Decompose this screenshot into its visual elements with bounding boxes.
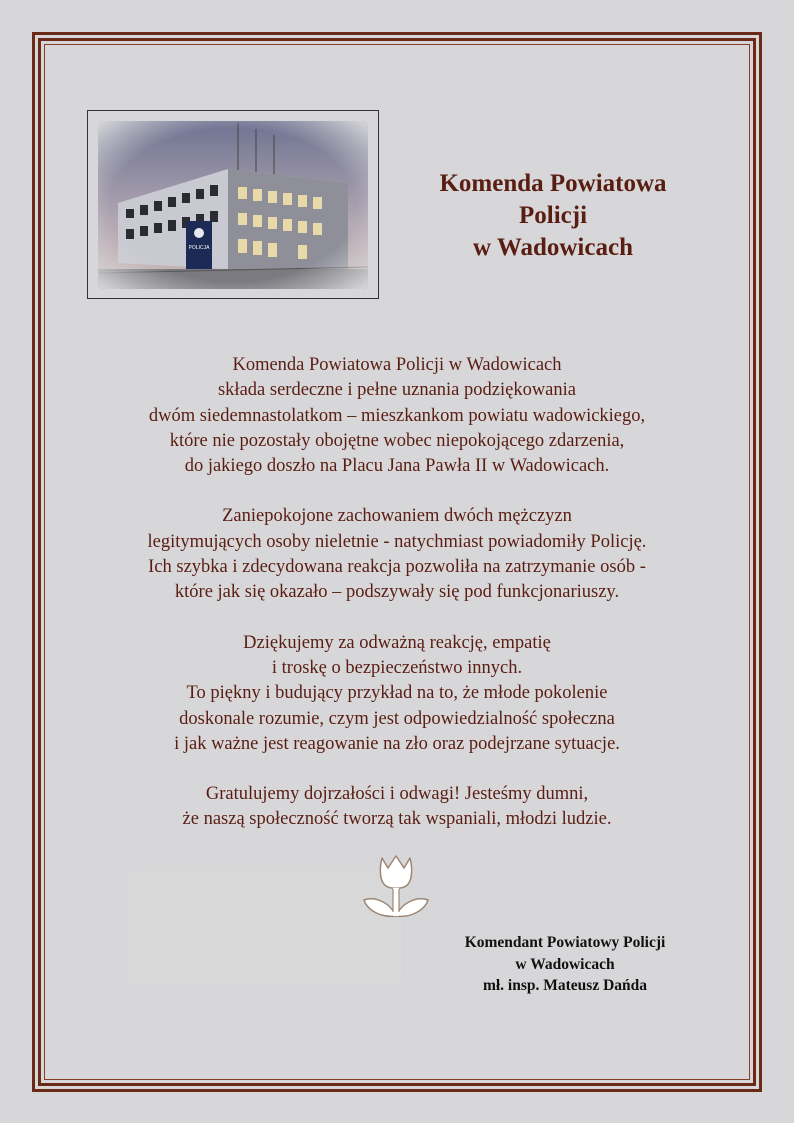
page-title — [400, 168, 706, 264]
tulip-icon — [360, 852, 432, 924]
text-line: które jak się okazało – podszywały się pod funkcjonariuszy. — [174, 582, 620, 603]
text-line: i troskę o bezpieczeństwo innych. — [271, 657, 523, 678]
text-line: Komenda Powiatowa Policji w Wadowicach — [232, 355, 562, 375]
signature-block — [430, 932, 700, 997]
title-line: Policji — [518, 202, 588, 229]
title-line: w Wadowicach — [473, 234, 633, 261]
text-line: że naszą społeczność tworzą tak wspaniali, młodzi ludzie. — [182, 809, 612, 830]
letter-body — [60, 353, 734, 858]
paragraph-3 — [60, 631, 734, 757]
text-line: Dziękujemy za odważną reakcję, empatię — [243, 632, 551, 653]
text-line: To piękny i budujący przykład na to, że młode pokolenie — [186, 683, 608, 704]
paragraph-1 — [60, 353, 734, 479]
police-building-photo — [98, 121, 368, 289]
signature-line: Komendant Powiatowy Policji — [464, 934, 666, 951]
title-line: Komenda Powiatowa — [439, 170, 667, 197]
text-line: i jak ważne jest reagowanie na zło oraz podejrzane sytuacje. — [174, 733, 620, 754]
photo-frame — [87, 110, 379, 299]
signature-line: w Wadowicach — [515, 955, 615, 973]
paragraph-2 — [60, 504, 734, 605]
text-line: do jakiego doszło na Placu Jana Pawła II w Wadowicach. — [184, 456, 610, 477]
text-line: które nie pozostały obojętne wobec niepokojącego zdarzenia, — [169, 430, 625, 451]
paragraph-4 — [60, 782, 734, 833]
text-line: dwóm siedemnastolatkom – mieszkankom powiatu wadowickiego, — [148, 405, 646, 426]
text-line: legitymujących osoby nieletnie - natychmiast powiadomiły Policję. — [147, 531, 647, 552]
signature-line: mł. insp. Mateusz Dańda — [482, 977, 648, 994]
text-line: składa serdeczne i pełne uznania podziękowania — [217, 380, 576, 401]
text-line: Zaniepokojone zachowaniem dwóch mężczyzn — [222, 506, 572, 527]
text-line: Ich szybka i zdecydowana reakcja pozwoliła na zatrzymanie osób - — [148, 557, 646, 578]
text-line: doskonale rozumie, czym jest odpowiedzialność społeczna — [179, 708, 615, 729]
text-line: Gratulujemy dojrzałości i odwagi! Jesteśmy dumni, — [205, 784, 589, 805]
